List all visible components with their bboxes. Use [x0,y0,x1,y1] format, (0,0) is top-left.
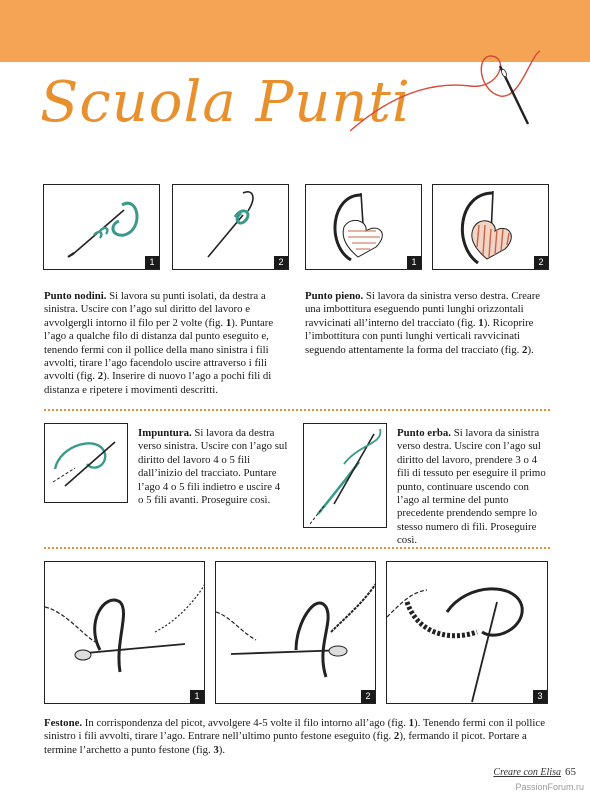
watermark: PassionForum.ru [515,782,584,792]
needle-thread-illustration [350,36,550,136]
section-punto-nodini: Punto nodini. Si lavora su punti isolati, da destra a sinistra. Uscire con l’ago sul diritto del lavoro e avvolgergli intorno il filo per 2 volte (fig. 1). Puntare l’ago a qualche filo di distanza dal punto eseguito e, tenendo fermi con il pollice della mano sinistra i fili avvolti, tirare l’ago facendolo uscire attraverso i fili avvolti (fig. 2). Inserire di nuovo l’ago a pochi fili di distanza e ripetere i movimenti descritti. [44,290,274,396]
page-number: 65 [565,766,576,778]
magazine-name: Creare con Elisa [493,767,561,778]
divider [44,409,550,411]
figure-festone-1 [44,561,205,704]
divider [44,547,550,549]
section-name: Punto pieno. [305,290,364,302]
section-name: Impuntura. [138,427,192,439]
section-festone: Festone. In corrispondenza del picot, avvolgere 4-5 volte il filo intorno all’ago (fig. 1). Tenendo fermi con il pollice sinistro i fili avvolti, tirare l’ago. Entrare nell’ultimo punto festone eseguito (fig. 2), fermando il picot. Portare a termine l’archetto a punto festone (fig. 3). [44,717,545,756]
figure-number: 1 [145,256,159,269]
page-title: Scuola Punti [40,70,411,135]
figure-pieno-1 [305,184,422,270]
figure-nodini-1 [43,184,160,270]
figure-number: 3 [533,690,547,703]
figure-festone-3 [386,561,548,704]
figure-nodini-2 [172,184,289,270]
section-impuntura: Impuntura. Si lavora da destra verso sinistra. Uscire con l’ago sul diritto del lavoro 4 o 5 fili dall’inizio del tracciato. Puntare l’ago 4 o 5 fili indietro e uscire 4 o 5 fili avanti. Proseguire così. [138,427,288,507]
section-punto-pieno: Punto pieno. Si lavora da sinistra verso destra. Creare una imbottitura eseguendo punti lunghi orizzontali ravvicinati all’interno del tracciato (fig. 1). Ricoprire l’imbottitura con punti lunghi verticali ravvicinati seguendo attentamente la forma del tracciato (fig. 2). [305,290,541,356]
figure-impuntura [44,423,128,503]
figure-number: 1 [407,256,421,269]
figure-number: 2 [274,256,288,269]
figure-number: 1 [190,690,204,703]
page-footer [493,766,576,778]
figure-punto-erba [303,423,387,528]
section-name: Punto nodini. [44,290,107,302]
figure-number: 2 [361,690,375,703]
section-name: Punto erba. [397,427,451,439]
figure-pieno-2 [432,184,549,270]
figure-number: 2 [534,256,548,269]
section-name: Festone. [44,717,83,729]
section-punto-erba: Punto erba. Si lavora da sinistra verso destra. Uscire con l’ago sul diritto del lavoro, prendere 3 o 4 fili di tessuto per eseguire il primo punto, continuare uscendo con l’ago al termine del punto precedente prendendo sempre lo stesso numero di fili. Proseguire così. [397,427,546,547]
figure-festone-2 [215,561,376,704]
